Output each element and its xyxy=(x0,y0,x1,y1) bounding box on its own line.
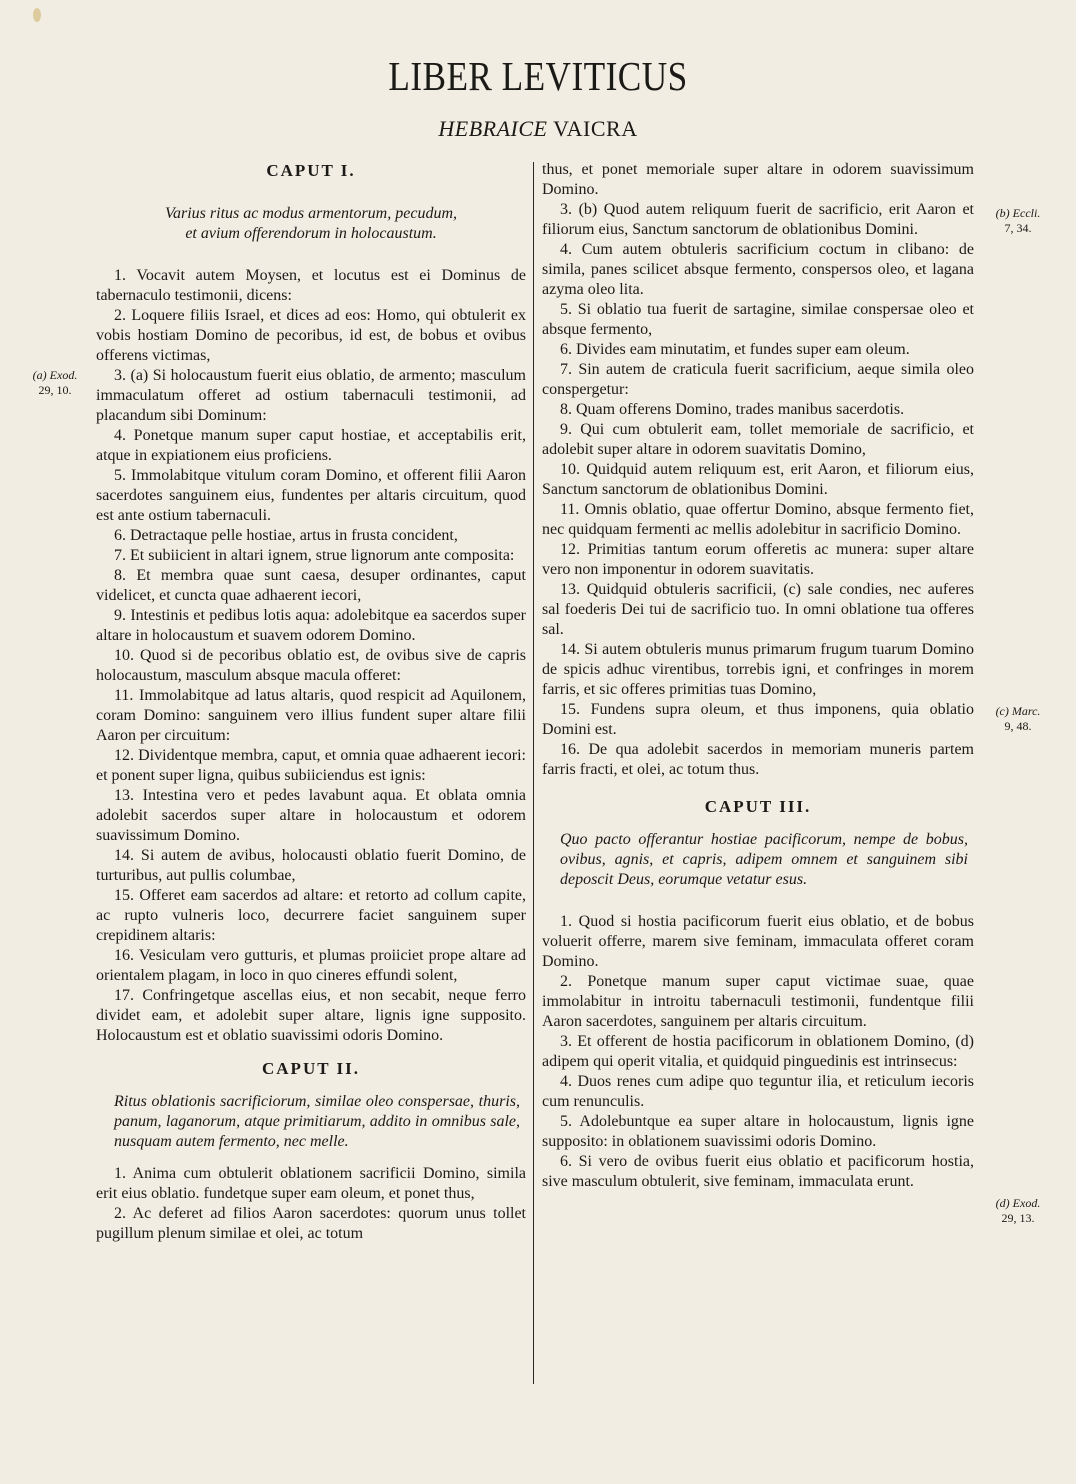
margin-note-label: (a) Exod. xyxy=(32,368,78,382)
verse: 5. Immolabitque vitulum coram Domino, et offerent filii Aaron sacerdotes sanguinem eius, fundentes per altaris circuitum, quod est ante ostium tabernaculi. xyxy=(96,467,526,524)
margin-note-label: (c) Marc. xyxy=(995,704,1041,718)
margin-note xyxy=(18,368,92,398)
verse: 5. Adolebuntque ea super altare in holocaustum, lignis igne supposito: in oblationem suavissimi odoris Domino. xyxy=(542,1113,974,1150)
verse: 10. Quidquid autem reliquum est, erit Aaron, et filiorum eius, Sanctum sanctorum de oblationibus Domini. xyxy=(542,461,974,498)
page-subtitle xyxy=(0,116,1076,142)
verse: thus, et ponet memoriale super altare in odorem suavissimum Domino. xyxy=(542,161,974,198)
subtitle-rest: VAICRA xyxy=(553,116,638,141)
margin-note-label: (d) Exod. xyxy=(995,1196,1041,1210)
verse: 2. Ponetque manum super caput victimae suae, quae immolabitur in introitu tabernaculi testimonii, fundentque filii Aaron sacerdotes, sanguinem per altaris circuitum. xyxy=(542,973,974,1030)
verse: 8. Et membra quae sunt caesa, desuper ordinantes, caput videlicet, et cuncta quae adhaerent iecori, xyxy=(96,567,526,604)
margin-note-ref: 9, 48. xyxy=(1004,719,1032,733)
verse: 13. Intestina vero et pedes lavabunt aqua. Et oblata omnia adolebit sacerdos super altare in holocaustum et odorem suavissimum Domino. xyxy=(96,787,526,844)
verse: 10. Quod si de pecoribus oblatio est, de ovibus sive de capris holocaustum, masculum absque macula offeret: xyxy=(96,647,526,684)
verse: 12. Dividentque membra, caput, et omnia quae adhaerent iecori: et ponent super ligna, quibus subiiciendus est ignis: xyxy=(96,747,526,784)
chapter-heading: CAPUT I. xyxy=(266,161,356,180)
verse: 6. Divides eam minutatim, et fundes super eam oleum. xyxy=(560,341,910,358)
verse: 12. Primitias tantum eorum offeretis ac munera: super altare vero non imponentur in odorem suavitatis. xyxy=(542,541,974,578)
margin-note xyxy=(980,206,1056,236)
subtitle-italic: HEBRAICE xyxy=(438,116,548,141)
verse: 16. De qua adolebit sacerdos in memoriam muneris partem farris fracti, et olei, ac totum thus. xyxy=(542,741,974,778)
verse: 7. Et subiicient in altari ignem, strue lignorum ante composita: xyxy=(114,547,515,564)
verse: 1. Quod si hostia pacificorum fuerit eius oblatio, et de bobus voluerit offerre, marem sive feminam, immaculata offeret coram Domino. xyxy=(542,913,974,970)
verse: 16. Vesiculam vero gutturis, et plumas proiiciet prope altare ad orientalem plagam, in loco in quo cineres effundi solent, xyxy=(96,947,526,984)
verse: 3. (b) Quod autem reliquum fuerit de sacrificio, erit Aaron et filiorum eius, Sanctum sanctorum de oblationibus Domini. xyxy=(542,201,974,238)
verse: 14. Si autem obtuleris munus primarum frugum tuarum Domino de spicis adhuc virentibus, torrebis igni, et confringes in morem farris, et sic offeres primitias tuas Domino, xyxy=(542,641,974,698)
left-column xyxy=(96,160,526,1244)
margin-note-ref: 29, 13. xyxy=(1001,1211,1035,1225)
margin-note xyxy=(980,1196,1056,1226)
verse: 7. Sin autem de craticula fuerit sacrificium, aeque simila oleo conspergetur: xyxy=(542,361,974,398)
verse: 13. Quidquid obtuleris sacrificii, (c) sale condies, nec auferes sal foederis Dei tui de sacrificio tuo. In omni oblatione tua offeres sal. xyxy=(542,581,974,638)
chapter-heading: CAPUT II. xyxy=(262,1059,360,1078)
chapter-summary: Quo pacto offerantur hostiae pacificorum, nempe de bobus, ovibus, agnis, et capris, adipem omnem et sanguinem sibi deposcit Deus, eorumque vetatur esus. xyxy=(560,831,968,888)
chapter-summary: Ritus oblationis sacrificiorum, similae oleo conspersae, thuris, panum, laganorum, atque primitiarum, addito in omnibus sale, nusquam autem fermento, nec melle. xyxy=(114,1093,520,1150)
margin-note xyxy=(980,704,1056,734)
chapter-heading: CAPUT III. xyxy=(704,797,812,816)
verse: 3. Et offerent de hostia pacificorum in oblationem Domino, (d) adipem qui operit vitalia, et quidquid pinguedinis est intrinsecus: xyxy=(542,1033,974,1070)
verse: 4. Ponetque manum super caput hostiae, et acceptabilis erit, atque in expiationem eius proficiens. xyxy=(96,427,526,464)
margin-note-ref: 29, 10. xyxy=(38,383,72,397)
verse: 5. Si oblatio tua fuerit de sartagine, similae conspersae oleo et absque fermento, xyxy=(542,301,974,338)
summary-line: Varius ritus ac modus armentorum, pecudum, xyxy=(165,205,457,222)
verse: 17. Confringetque ascellas eius, et non secabit, neque ferro dividet eam, et adolebit super altare, lignis igne supposito. Holocaustum est et oblatio suavissimi odoris Domino. xyxy=(96,987,526,1044)
verse: 11. Immolabitque ad latus altaris, quod respicit ad Aquilonem, coram Domino: sanguinem vero illius fundent super altare filii Aaron per circuitum: xyxy=(96,687,526,744)
verse: 9. Qui cum obtulerit eam, tollet memoriale de sacrificio, et adolebit super altare in odorem suavitatis Domino, xyxy=(542,421,974,458)
margin-note-ref: 7, 34. xyxy=(1004,221,1032,235)
summary-line: et avium offerendorum in holocaustum. xyxy=(185,225,437,242)
verse: 9. Intestinis et pedibus lotis aqua: adolebitque ea sacerdos super altare in holocaustum et suavem odorem Domino. xyxy=(96,607,526,644)
verse: 15. Offeret eam sacerdos ad altare: et retorto ad collum capite, ac rupto vulneris loco, decurrere faciet sanguinem super crepidinem altaris: xyxy=(96,887,526,944)
column-divider xyxy=(533,162,534,1384)
verse: 4. Cum autem obtuleris sacrificium coctum in clibano: de simila, panes scilicet absque fermento, conspersos oleo, et lagana azyma oleo lita. xyxy=(542,241,974,298)
paper-stain xyxy=(33,8,41,22)
verse: 2. Ac deferet ad filios Aaron sacerdotes: quorum unus tollet pugillum plenum similae et olei, ac totum xyxy=(96,1205,526,1242)
verse: 1. Vocavit autem Moysen, et locutus est ei Dominus de tabernaculo testimonii, dicens: xyxy=(96,267,526,304)
verse: 3. (a) Si holocaustum fuerit eius oblatio, de armento; masculum immaculatum offeret ad ostium tabernaculi testimonii, ad placandum sibi Dominum: xyxy=(96,367,526,424)
verse: 14. Si autem de avibus, holocausti oblatio fuerit Domino, de turturibus, aut pullis columbae, xyxy=(96,847,526,884)
right-column xyxy=(542,160,974,1192)
margin-note-label: (b) Eccli. xyxy=(995,206,1041,220)
verse: 15. Fundens supra oleum, et thus imponens, quia oblatio Domini est. xyxy=(542,701,974,738)
verse: 1. Anima cum obtulerit oblationem sacrificii Domino, simila erit eius oblatio. fundetque super eam oleum, et ponet thus, xyxy=(96,1165,526,1202)
verse: 6. Detractaque pelle hostiae, artus in frusta concident, xyxy=(114,527,458,544)
verse: 8. Quam offerens Domino, trades manibus sacerdotis. xyxy=(560,401,905,418)
page-title: LIBER LEVITICUS xyxy=(388,53,688,99)
verse: 11. Omnis oblatio, quae offertur Domino, absque fermento fiet, nec quidquam fermenti ac mellis adolebitur in sacrificio Domino. xyxy=(542,501,974,538)
verse: 2. Loquere filiis Israel, et dices ad eos: Homo, qui obtulerit ex vobis hostiam Domino de pecoribus, id est, de bobus et ovibus offerens victimas, xyxy=(96,307,526,364)
verse: 6. Si vero de ovibus fuerit eius oblatio et pacificorum hostia, sive masculum obtulerit, sive feminam, immaculata erunt. xyxy=(542,1153,974,1190)
chapter-summary xyxy=(96,204,526,244)
verse: 4. Duos renes cum adipe quo teguntur ilia, et reticulum iecoris cum renunculis. xyxy=(542,1073,974,1110)
